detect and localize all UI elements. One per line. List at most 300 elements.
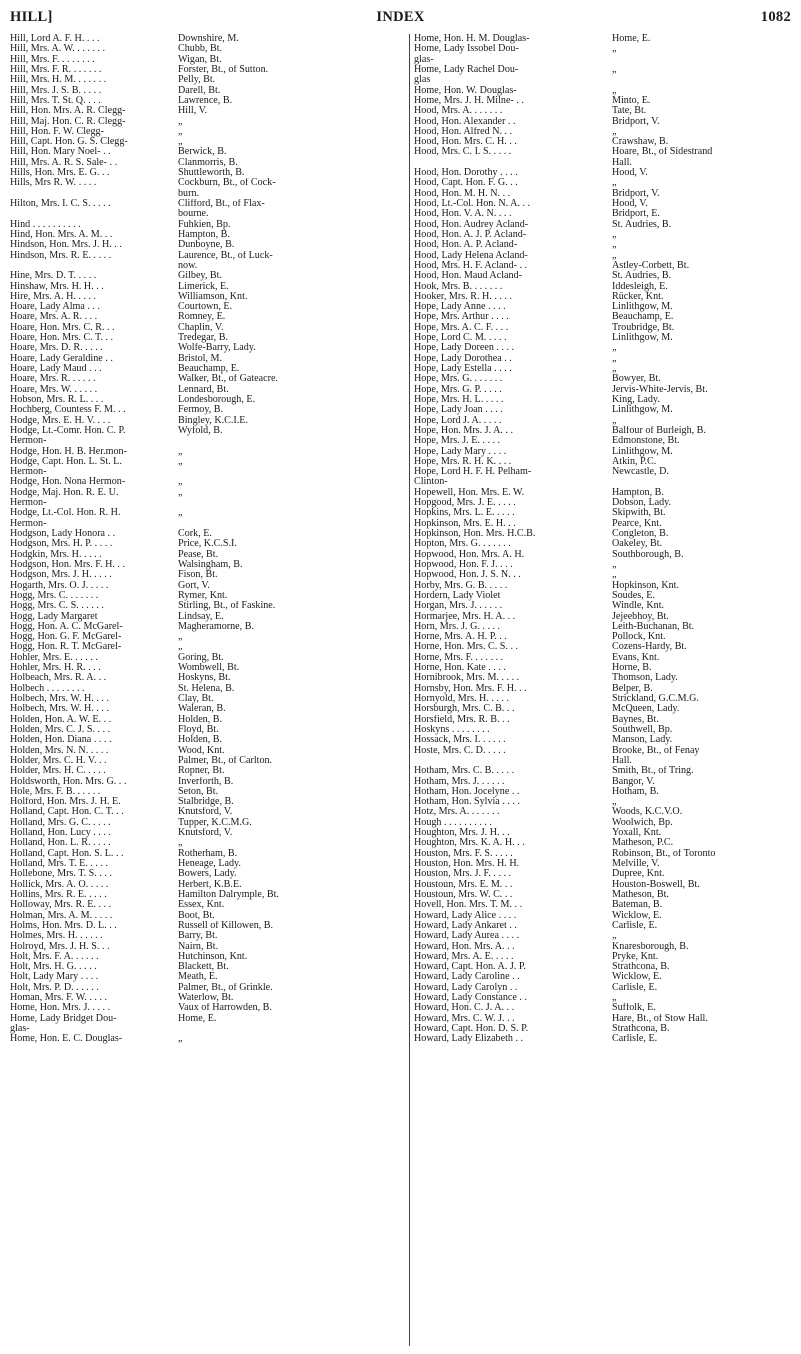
index-entry-title: Herbert, K.B.E. — [178, 879, 242, 890]
index-entry-name: Holroyd, Mrs. J. H. S. . . — [10, 941, 110, 952]
index-entry-name: Home, Mrs. J. H. Milne- . . — [414, 95, 524, 106]
index-entry-name: Hodge, Capt. Hon. L. St. L. — [10, 456, 122, 467]
index-entry-name: Hope, Lord C. M. . . . . — [414, 333, 507, 344]
index-entry-title: Cork, E. — [178, 529, 212, 539]
index-entry-name: Hook, Mrs. B. . . . . . . — [414, 281, 503, 292]
index-entry-name: Houston, Mrs. J. F. . . . . — [414, 869, 512, 880]
index-entry-title: „ — [612, 85, 617, 96]
index-entry-title: Lennard, Bt. — [178, 384, 229, 395]
index-entry-title: Southborough, B. — [612, 549, 684, 560]
index-entry-name: Hinshaw, Mrs. H. H. . . — [10, 281, 104, 292]
index-entry-title: „ — [612, 931, 617, 942]
index-entry-title: „ — [178, 137, 183, 148]
index-entry-name: Hollebone, Mrs. T. S. . . . — [10, 869, 112, 880]
index-entry-title: „ — [612, 250, 617, 261]
index-entry-name: Hotham, Hon. Sylvia . . . . — [414, 797, 520, 808]
index-entry-name: Hoare, Hon. Mrs. C. T. . . — [10, 333, 114, 344]
index-entry-name: Hopkinson, Hon. Mrs. H.C.B. — [414, 529, 536, 539]
index-entry-title: Rotherham, B. — [178, 848, 238, 859]
index-entry-title: Linlithgow, M. — [612, 302, 673, 313]
index-entry-name: Houstoun, Mrs. W. C. . . — [414, 889, 513, 900]
index-entry-name: Hotham, Mrs. C. B. . . . . — [414, 766, 515, 777]
index-entry-name: Howard, Hon. Mrs. A. . . — [414, 941, 515, 952]
index-entry-title: Gort, V. — [178, 580, 210, 591]
index-entry-name: Hotz, Mrs. A. . . . . . . — [414, 807, 500, 818]
index-entry-name: Holden, Mrs. N. N. . . . . — [10, 745, 109, 756]
index-entry-title: Chaplin, V. — [178, 322, 224, 333]
index-entry-name: Hood, Hon. V. A. N. . . . — [414, 209, 512, 220]
index-entry-name: Houstoun, Mrs. E. M. . . — [414, 879, 513, 890]
index-entry-title: McQueen, Lady. — [612, 704, 680, 715]
index-entry-name: Hough . . . . . . . . . . — [414, 817, 492, 828]
index-entry-name: Howard, Lady Aurea . . . . — [414, 931, 520, 942]
index-entry-name: Hoare, Mrs. W. . . . . . — [10, 384, 98, 395]
index-entry-name: Holbech, Mrs. W. H. . . . — [10, 704, 109, 715]
index-entry-title: Laurence, Bt., of Luck- — [178, 250, 273, 261]
index-entry-title: Horne, B. — [612, 663, 652, 674]
index-entry-title: Boot, Bt. — [178, 910, 215, 921]
index-entry-name: Hope, Mrs. H. L. . . . . — [414, 394, 504, 405]
index-entry-name: Hood, Hon. Audrey Acland- — [414, 219, 529, 230]
index-entry-name: Hogg, Lady Margaret — [10, 611, 98, 622]
index-entry-title: Tredegar, B. — [178, 333, 228, 344]
index-entry-title: Matheson, Bt. — [612, 889, 669, 900]
index-entry-title: Lawrence, B. — [178, 95, 233, 106]
index-entry-title: Linlithgow, M. — [612, 405, 673, 416]
index-entry-title: Pelly, Bt. — [178, 75, 216, 86]
index-entry-title: „ — [612, 559, 617, 570]
index-entry-name — [10, 189, 178, 199]
header-page-number: 1082 — [760, 8, 791, 25]
index-entry-title: Vaux of Harrowden, B. — [178, 1003, 272, 1014]
index-entry-title: „ — [178, 126, 183, 137]
index-entry-title: Knutsford, V. — [178, 828, 233, 839]
index-entry-title: Robinson, Bt., of Toronto — [612, 848, 716, 859]
index-entry-name: Hill, Lord A. F. H. . . . — [10, 34, 100, 44]
index-entry-title: Barry, Bt. — [178, 931, 218, 942]
index-entry-name: Hood, Mrs. H. F. Acland- . . — [414, 260, 528, 271]
index-entry-name: Holdsworth, Hon. Mrs. G. . . — [10, 776, 127, 787]
index-entry-title: Dupree, Knt. — [612, 869, 665, 880]
index-entry-title: Bowyer, Bt. — [612, 374, 661, 385]
index-entry-name: Horn, Mrs. J. G. . . . . — [414, 621, 501, 632]
index-entry-title: Hall. — [612, 157, 632, 168]
index-entry-name: Holland, Hon. L. R. . . . . — [10, 838, 111, 849]
index-entry-title: burn. — [178, 188, 200, 199]
index-entry-name: Howard, Lady Elizabeth . . — [414, 1034, 524, 1045]
index-entry-name: Hill, Mrs. F. . . . . . . . — [10, 54, 95, 65]
index-entry-title: Astley-Corbett, Bt. — [612, 260, 690, 271]
index-entry-name: glas- — [414, 54, 434, 65]
index-entry-name: Hodgson, Hon. Mrs. F. H. . . — [10, 559, 125, 570]
index-entry-name: Hopton, Mrs. G. . . . . . . — [414, 539, 511, 550]
index-entry-name — [414, 158, 610, 168]
index-entry-title: Soudes, E. — [612, 590, 655, 601]
index-entry-title: Stalbridge, B. — [178, 797, 234, 808]
index-entry-title: Cockburn, Bt., of Cock- — [178, 178, 276, 189]
index-entry-title: Oakeley, Bt. — [612, 539, 663, 550]
index-entry-name: Holder, Mrs. H. C. . . . . — [10, 766, 106, 777]
index-entry-name: Hornsby, Hon. Mrs. F. H. . . — [414, 683, 527, 694]
index-entry-name: Hills, Hon. Mrs. E. G. . . — [10, 168, 110, 179]
index-entry-title: Wood, Knt. — [178, 745, 225, 756]
index-entry-title: Goring, Bt. — [178, 652, 224, 663]
index-entry-title: Russell of Killowen, B. — [178, 920, 274, 931]
index-entry-title: St. Helena, B. — [178, 683, 235, 694]
index-entry-title: Fermoy, B. — [178, 405, 224, 416]
index-entry-title: Clifford, Bt., of Flax- — [178, 199, 265, 209]
index-entry-name: Hood, Mrs. C. I. S. . . . . — [414, 147, 512, 158]
index-entry-name: Hope, Lady Doreen . . . . — [414, 343, 515, 354]
index-entry-title: Heneage, Lady. — [178, 859, 241, 869]
index-entry-name: Hope, Mrs. G. . . . . . . — [414, 374, 503, 385]
index-entry-title: Woods, K.C.V.O. — [612, 807, 683, 818]
index-entry-name: Hill, Hon. F. W. Clegg- — [10, 126, 104, 137]
index-entry-title: Floyd, Bt. — [178, 724, 219, 735]
index-entry-name: Horsburgh, Mrs. C. B. . . — [414, 704, 515, 715]
index-entry-name: glas- — [10, 1024, 30, 1034]
index-entry-title: Pryke, Knt. — [612, 951, 659, 962]
index-entry-title: Holden, B. — [178, 735, 223, 746]
index-entry-title: Courtown, E. — [178, 302, 233, 313]
index-entry-title: Bateman, B. — [612, 900, 663, 911]
index-entry-title: Forster, Bt., of Sutton. — [178, 64, 269, 75]
index-entry-name: Holbeach, Mrs. R. A. . . — [10, 673, 107, 684]
index-entry-name: Hill, Hon. Mary Noel- . . — [10, 147, 111, 158]
index-entry-title: Darell, Bt. — [178, 85, 221, 96]
index-entry-title: „ — [612, 64, 617, 75]
index-entry-title: Hill, V. — [178, 106, 208, 117]
index-entry-title: „ — [178, 642, 183, 653]
index-entry-name: Hope, Lady Anne . . . . — [414, 302, 506, 313]
index-entry-title: Baynes, Bt. — [612, 714, 659, 725]
index-entry-title: Romney, E. — [178, 312, 226, 323]
index-entry-name: Hornyold, Mrs. H. . . . . — [414, 694, 510, 704]
index-entry-title: Atkin, P.C. — [612, 456, 657, 467]
index-entry-name: Home, Hon. H. M. Douglas- — [414, 34, 530, 44]
index-entry-name: Home, Lady Rachel Dou- — [414, 64, 519, 75]
index-entry-name: Holt, Mrs. F. A. . . . . . — [10, 951, 99, 962]
index-entry-title: Rücker, Knt. — [612, 291, 664, 302]
index-entry-name: Holloway, Mrs. R. E. . . . — [10, 900, 112, 911]
index-entry-title: Rymer, Knt. — [178, 590, 228, 601]
index-entry-title: Brooke, Bt., of Fenay — [612, 745, 700, 756]
index-entry-name: Hodgson, Mrs. H. P. . . . . — [10, 539, 113, 550]
index-entry-name: Hopkinson, Mrs. E. H. . . — [414, 518, 516, 529]
index-entry-name: Hood, Hon. Alexander . . — [414, 116, 516, 127]
index-entry-name: Holden, Hon. Diana . . . . — [10, 735, 112, 746]
index-entry-name: Hogarth, Mrs. O. J. . . . . — [10, 580, 109, 591]
index-entry-title: Londesborough, E. — [178, 394, 256, 405]
index-entry-title: Dobson, Lady. — [612, 498, 672, 509]
index-entry-name: Hodge, Lt.-Col. Hon. R. H. — [10, 508, 121, 519]
index-entry-name: Hoare, Mrs. R. . . . . . — [10, 374, 96, 385]
index-entry-title: Gilbey, Bt. — [178, 271, 222, 282]
index-entry-name: Hood, Hon. A. J. P. Acland- — [414, 229, 527, 240]
index-entry-name: Houghton, Mrs. J. H. . . — [414, 828, 510, 839]
index-entry-title: Hoare, Bt., of Sidestrand — [612, 147, 713, 158]
index-entry-title: Hamilton Dalrymple, Bt. — [178, 889, 279, 900]
index-entry-title: Windle, Knt. — [612, 601, 665, 612]
index-entry-title: Clanmorris, B. — [178, 157, 238, 168]
index-entry-name: Holman, Mrs. A. M. . . . . — [10, 910, 113, 921]
index-entry-title: „ — [178, 116, 183, 127]
index-entry-title: „ — [612, 229, 617, 240]
index-entry-title: Woolwich, Bp. — [612, 817, 673, 828]
index-entry-title: Hare, Bt., of Stow Hall. — [612, 1013, 708, 1024]
index-entry-name: Howard, Lady Caroline . . — [414, 972, 520, 983]
index-entry-title — [178, 519, 328, 529]
index-entry-title — [178, 1024, 328, 1034]
index-entry-name: Hopwood, Hon. Mrs. A. H. — [414, 549, 525, 560]
index-entry-title: Bridport, V. — [612, 116, 660, 127]
index-entry-title: „ — [612, 240, 617, 251]
index-entry-name: Hill, Mrs. H. M. . . . . . . — [10, 75, 107, 86]
index-entry-name: Hoskyns . . . . . . . . — [414, 724, 490, 735]
index-entry-name: Hill, Mrs. F. R. . . . . . . — [10, 64, 102, 75]
index-entry-name: Hoare, Mrs. D. R. . . . . — [10, 343, 103, 354]
index-entry-title: Yoxall, Knt. — [612, 828, 662, 839]
index-entry-title: Bingley, K.C.I.E. — [178, 415, 248, 426]
index-entry-title: Iddesleigh, E. — [612, 281, 668, 292]
index-entry-title: Beauchamp, E. — [612, 312, 674, 323]
index-entry-name: Hope, Mrs. Arthur . . . . — [414, 312, 509, 323]
index-entry-title: Hotham, B. — [612, 786, 659, 797]
index-entry-name: Hood, Hon. M. H. N. . . — [414, 188, 511, 199]
index-entry-title: Wicklow, E. — [612, 910, 662, 921]
index-entry-name: Hope, Mrs. R. H. K. . . . — [414, 456, 512, 467]
index-entry-title — [612, 477, 796, 487]
index-entry-title: bourne. — [178, 209, 209, 220]
index-entry-name: Hogg, Hon. R. T. McGarel- — [10, 642, 122, 653]
index-entry-title: Hopkinson, Knt. — [612, 580, 680, 591]
index-entry-name: Hohler, Mrs. H. R. . . . — [10, 663, 101, 674]
index-entry-name: Hornibrook, Mrs. M. . . . . — [414, 673, 520, 684]
index-entry-title: Balfour of Burleigh, B. — [612, 425, 706, 436]
index-entry-title: Palmer, Bt., of Grinkle. — [178, 982, 273, 993]
index-entry-name: Hope, Lord J. A. . . . . — [414, 415, 502, 426]
index-entry-title: „ — [612, 415, 617, 426]
index-entry-title: Essex, Knt. — [178, 900, 225, 911]
index-entry-title: „ — [612, 44, 617, 55]
index-entry-title: Houston-Boswell, Bt. — [612, 879, 700, 890]
index-entry-title: Southwell, Bp. — [612, 724, 673, 735]
index-entry-name: Hood, Hon. Dorothy . . . . — [414, 168, 518, 179]
index-entry-name: Hill, Maj. Hon. C. R. Clegg- — [10, 116, 126, 127]
index-entry-title — [612, 75, 796, 85]
index-entry-title: Pease, Bt. — [178, 549, 219, 560]
index-entry-name: Hope, Lady Dorothea . . — [414, 353, 512, 364]
index-entry-name: Hope, Mrs. G. P. . . . . — [414, 384, 502, 395]
index-entry-name: Hogg, Hon. A. C. McGarel- — [10, 621, 123, 632]
index-entry-name: Hoare, Hon. Mrs. C. R. . . — [10, 322, 115, 333]
index-entry-title: Hall. — [612, 755, 632, 766]
index-entry-name: Holden, Mrs. C. J. S. . . . — [10, 724, 111, 735]
column-divider — [409, 34, 410, 1346]
index-entry-name: Holford, Hon. Mrs. J. H. E. — [10, 797, 121, 808]
index-entry-name: Holland, Mrs. T. E. . . . . — [10, 859, 109, 869]
index-entry-title: Thomson, Lady. — [612, 673, 678, 684]
index-entry-title: Stirling, Bt., of Faskine. — [178, 601, 276, 612]
index-entry-name: Hill, Mrs. A. W. . . . . . . — [10, 44, 106, 55]
index-entry-name: Hossack, Mrs. I. . . . . . — [414, 735, 506, 746]
index-entry-title: Linlithgow, M. — [612, 446, 673, 457]
index-entry-title — [178, 467, 328, 477]
index-entry-title: Tupper, K.C.M.G. — [178, 817, 252, 828]
index-entry-name: Hood, Lt.-Col. Hon. N. A. . . — [414, 199, 531, 209]
index-entry-name: Hogg, Mrs. C. . . . . . . — [10, 590, 99, 601]
index-entry-title: „ — [612, 353, 617, 364]
index-entry-title: Inverforth, B. — [178, 776, 234, 787]
index-entry-name: Hopgood, Mrs. J. E. . . . . — [414, 498, 516, 509]
index-entry-title: „ — [178, 508, 183, 519]
index-entry-title: Meath, E. — [178, 972, 218, 983]
index-entry-title: Bangor, V. — [612, 776, 655, 787]
index-entry-name: Howard, Hon. C. J. A. . . — [414, 1003, 515, 1014]
index-entry-name: Hodge, Maj. Hon. R. E. U. — [10, 487, 119, 498]
index-entry-name: Hindson, Mrs. R. E. . . . . — [10, 250, 112, 261]
index-entry-title: Williamson, Knt. — [178, 291, 248, 302]
index-entry-title: Hood, V. — [612, 199, 648, 209]
index-entry-name: Hill, Capt. Hon. G. S. Clegg- — [10, 137, 128, 148]
index-entry-title: now. — [178, 260, 198, 271]
index-entry-name: Holmes, Mrs. H. . . . . . — [10, 931, 103, 942]
index-entry-title: Walker, Bt., of Gateacre. — [178, 374, 278, 385]
index-entry-title: Beauchamp, E. — [178, 364, 240, 374]
index-entry-title: Tate, Bt. — [612, 106, 647, 117]
index-entry-name: Hermon- — [10, 498, 47, 509]
index-entry-title: Strickland, G.C.M.G. — [612, 694, 699, 704]
index-entry-name: Hood, Hon. A. P. Acland- — [414, 240, 518, 251]
index-entry-name: Houghton, Mrs. K. A. H. . . — [414, 838, 525, 849]
index-entry-title: Ropner, Bt. — [178, 766, 225, 777]
index-entry-title: Downshire, M. — [178, 34, 239, 44]
index-entry-title: Hampton, B. — [178, 229, 230, 240]
index-entry-title: Hampton, B. — [612, 487, 664, 498]
index-entry-name: Hogg, Mrs. C. S. . . . . . — [10, 601, 104, 612]
index-entry-title — [178, 436, 328, 446]
index-entry-title: „ — [178, 446, 183, 457]
index-entry-name: Hope, Mrs. J. E. . . . . — [414, 436, 501, 447]
index-entry-name: Hill, Hon. Mrs. A. R. Clegg- — [10, 106, 126, 117]
index-entry-name: Holland, Capt. Hon. S. L. . . — [10, 848, 124, 859]
index-entry-title: Hood, V. — [612, 168, 648, 179]
index-entry-name: Hill, Mrs. J. S. B. . . . . — [10, 85, 102, 96]
index-entry-name: Hooker, Mrs. R. H. . . . . — [414, 291, 513, 302]
index-entry-title: „ — [612, 178, 617, 189]
index-entry-title: „ — [612, 797, 617, 808]
index-entry-title: Wicklow, E. — [612, 972, 662, 983]
index-entry-title: Waleran, B. — [178, 704, 226, 715]
index-entry-title: Dunboyne, B. — [178, 240, 235, 251]
index-entry-title: Jejeebhoy, Bt. — [612, 611, 669, 622]
names-column-left — [10, 34, 178, 1045]
index-entry-title: Pollock, Knt. — [612, 632, 666, 643]
index-entry-title: Matheson, P.C. — [612, 838, 674, 849]
index-entry-name: Holbech . . . . . . . . — [10, 683, 85, 694]
index-entry-title: Bridport, E. — [612, 209, 660, 220]
index-entry-name: Howard, Capt. Hon. D. S. P. — [414, 1024, 529, 1034]
index-entry-name: Hopkins, Mrs. L. E. . . . . — [414, 508, 515, 519]
index-entry-name: Howard, Mrs. C. W. J. . . — [414, 1013, 515, 1024]
index-entry-title: Chubb, Bt. — [178, 44, 223, 55]
index-entry-title: Wolfe-Barry, Lady. — [178, 343, 256, 354]
index-entry-name: Hood, Hon. Mrs. C. H. . . — [414, 137, 517, 148]
index-entry-title: Magheramorne, B. — [178, 621, 254, 632]
index-entry-name: Hovell, Hon. Mrs. T. M. . . — [414, 900, 523, 911]
index-entry-name: Hills, Mrs R. W. . . . . — [10, 178, 97, 189]
index-entry-title: Limerick, E. — [178, 281, 229, 292]
index-entry-title: Strathcona, B. — [612, 1024, 670, 1034]
index-entry-title: Jervis-White-Jervis, Bt. — [612, 384, 708, 395]
index-entry-name: Howard, Lady Alice . . . . — [414, 910, 517, 921]
index-entry-name: Hoare, Lady Alma . . . — [10, 302, 100, 313]
index-entry-title: Evans, Knt. — [612, 652, 660, 663]
index-entry-name: Hope, Lady Estella . . . . — [414, 364, 512, 374]
index-entry-title: King, Lady. — [612, 394, 660, 405]
index-entry-title: „ — [178, 477, 183, 488]
index-entry-title — [178, 498, 328, 508]
index-entry-title: Knutsford, V. — [178, 807, 233, 818]
index-entry-title: Belper, B. — [612, 683, 653, 694]
index-entry-title: Shuttleworth, B. — [178, 168, 245, 179]
index-entry-title — [612, 55, 796, 65]
index-entry-title: Carlisle, E. — [612, 1034, 658, 1045]
index-entry-name: Hodgkin, Mrs. H. . . . . — [10, 549, 102, 560]
index-entry-title: Minto, E. — [612, 95, 651, 106]
index-entry-name: Hotham, Mrs. J. . . . . . — [414, 776, 505, 787]
index-entry-name — [10, 261, 178, 271]
index-entry-name: Horne, Hon. Mrs. C. S. . . — [414, 642, 519, 653]
index-entry-title: Waterlow, Bt. — [178, 993, 234, 1004]
index-entry-name: Hood, Hon. Maud Acland- — [414, 271, 522, 282]
index-entry-title: Melville, V. — [612, 859, 660, 869]
index-entry-title: „ — [612, 126, 617, 137]
index-entry-title: Bowers, Lady. — [178, 869, 237, 880]
index-entry-title: „ — [612, 343, 617, 354]
index-entry-title: „ — [178, 487, 183, 498]
index-entry-name: Hope, Lady Joan . . . . — [414, 405, 503, 416]
index-entry-name: Hope, Mrs. A. C. F. . . . — [414, 322, 509, 333]
index-entry-name: Hohler, Mrs. E. . . . . . — [10, 652, 98, 663]
index-entry-name: Hood, Lady Helena Acland- — [414, 250, 528, 261]
index-entry-title: Suffolk, E. — [612, 1003, 656, 1014]
index-entry-name: Homan, Mrs. F. W. . . . . — [10, 993, 108, 1004]
index-entry-name: Hotham, Hon. Jocelyne . . — [414, 786, 520, 797]
index-entry-name: Hoste, Mrs. C. D. . . . . — [414, 745, 506, 756]
index-entry-title: Knaresborough, B. — [612, 941, 689, 952]
index-entry-name: Hope, Lady Mary . . . . — [414, 446, 507, 457]
index-entry-name: Hodge, Hon. H. B. Her.mon- — [10, 446, 127, 457]
index-entry-name: Howard, Capt. Hon. A. J. P. — [414, 962, 526, 973]
index-entry-name: Hollins, Mrs. R. E. . . . . — [10, 889, 107, 900]
titles-column-left — [178, 34, 328, 1045]
index-entry-title: „ — [178, 838, 183, 849]
index-entry-title: Walsingham, B. — [178, 559, 243, 570]
index-entry-title: Seton, Bt. — [178, 786, 219, 797]
index-entry-name: Houston, Hon. Mrs. H. H. — [414, 859, 520, 869]
index-entry-name: Hilton, Mrs. I. C. S. . . . . — [10, 199, 111, 209]
index-entry-name: Hoare, Mrs. A. R. . . . — [10, 312, 98, 323]
index-entry-name: Horne, Mrs. A. H. P. . . — [414, 632, 507, 643]
index-entry-name: Hodge, Mrs. E. H. V. . . . — [10, 415, 111, 426]
index-entry-name: Hordern, Lady Violet — [414, 590, 501, 601]
index-entry-title: Smith, Bt., of Tring. — [612, 766, 694, 777]
index-entry-title: Manson, Lady. — [612, 735, 673, 746]
index-entry-title: Berwick, B. — [178, 147, 227, 158]
index-entry-title: Carlisle, E. — [612, 982, 658, 993]
index-entry-title: Nairn, Bt. — [178, 941, 219, 952]
